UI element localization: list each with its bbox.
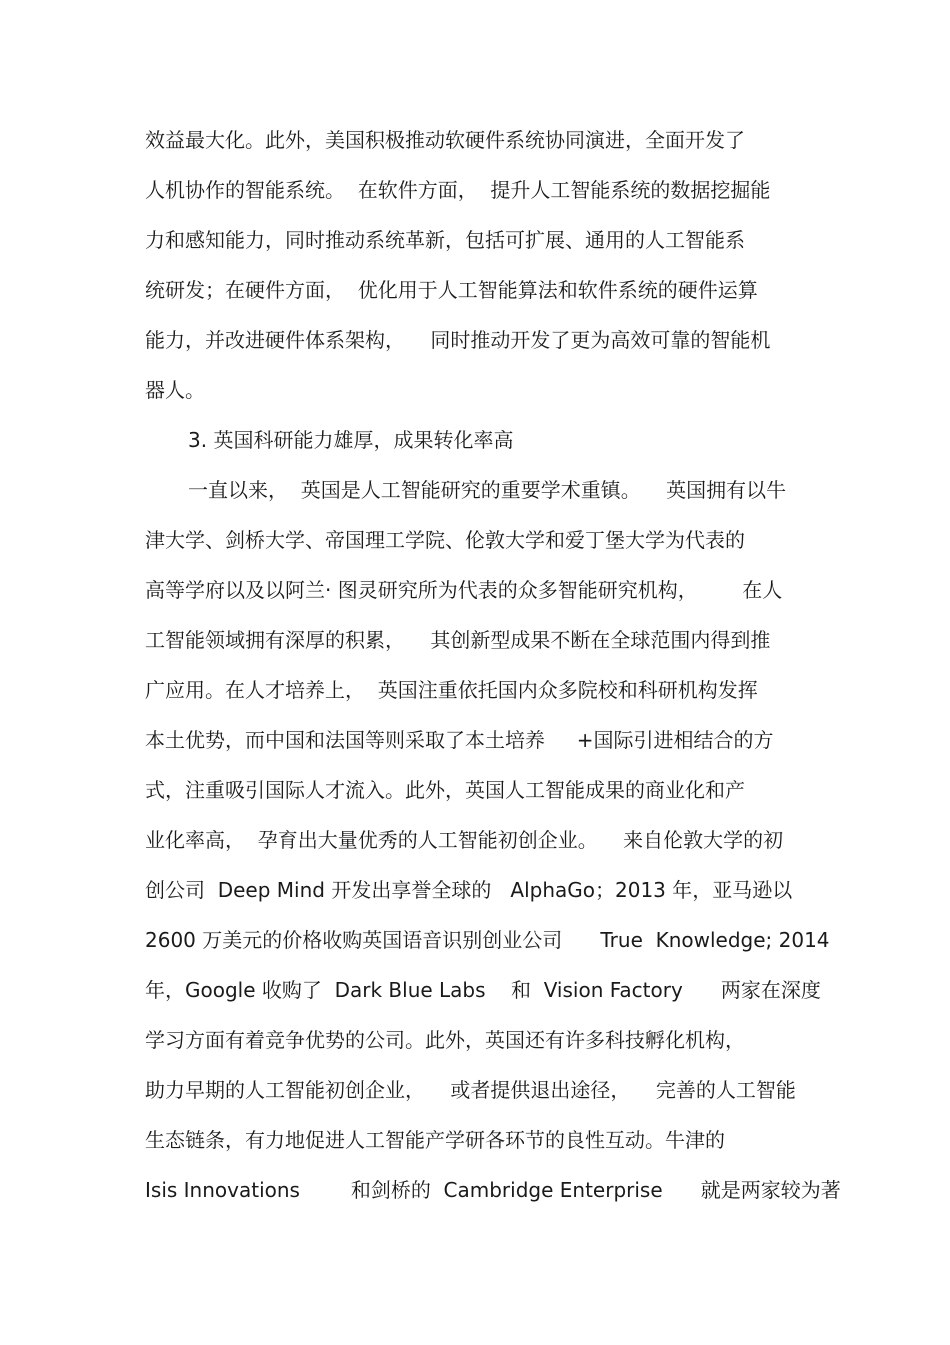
text-line: 生态链条，有力地促进人工智能产学研各环节的良性互动。牛津的: [145, 1128, 725, 1152]
text-line: 津大学、剑桥大学、帝国理工学院、伦敦大学和爱丁堡大学为代表的: [145, 528, 745, 552]
text-line: 广应用。在人才培养上， 英国注重依托国内众多院校和科研机构发挥: [145, 678, 758, 702]
text-line: 业化率高， 孕育出大量优秀的人工智能初创企业。 来自伦敦大学的初: [145, 828, 784, 852]
text-line: 助力早期的人工智能初创企业， 或者提供退出途径， 完善的人工智能: [145, 1078, 796, 1102]
text-line: 一直以来， 英国是人工智能研究的重要学术重镇。 英国拥有以牛: [188, 478, 787, 502]
text-line: 式，注重吸引国际人才流入。此外，英国人工智能成果的商业化和产: [145, 778, 745, 802]
text-line: 统研发；在硬件方面， 优化用于人工智能算法和软件系统的硬件运算: [145, 278, 758, 302]
section-heading: 3. 英国科研能力雄厚，成果转化率高: [188, 428, 514, 452]
text-line: 创公司 Deep Mind 开发出享誉全球的 AlphaGo；2013 年，亚马逊以: [145, 878, 793, 902]
text-line: 工智能领域拥有深厚的积累， 其创新型成果不断在全球范围内得到推: [145, 628, 771, 652]
text-line: 力和感知能力，同时推动系统革新，包括可扩展、通用的人工智能系: [145, 228, 745, 252]
text-line: 本土优势，而中国和法国等则采取了本土培养 +国际引进相结合的方: [145, 728, 774, 752]
text-line: 器人。: [145, 378, 205, 402]
text-line: 2600 万美元的价格收购英国语音识别创业公司 True Knowledge; 2014: [145, 928, 830, 952]
text-line: Isis Innovations 和剑桥的 Cambridge Enterprise 就是两家较为著: [145, 1178, 841, 1202]
text-line: 学习方面有着竞争优势的公司。此外，英国还有许多科技孵化机构，: [145, 1028, 745, 1052]
text-line: 效益最大化。此外，美国积极推动软硬件系统协同演进，全面开发了: [145, 128, 745, 152]
text-line: 年，Google 收购了 Dark Blue Labs 和 Vision Factory 两家在深度: [145, 978, 821, 1002]
text-line: 能力，并改进硬件体系架构， 同时推动开发了更为高效可靠的智能机: [145, 328, 771, 352]
text-line: 人机协作的智能系统。 在软件方面， 提升人工智能系统的数据挖掘能: [145, 178, 771, 202]
text-line: 高等学府以及以阿兰· 图灵研究所为代表的众多智能研究机构， 在人: [145, 578, 783, 602]
